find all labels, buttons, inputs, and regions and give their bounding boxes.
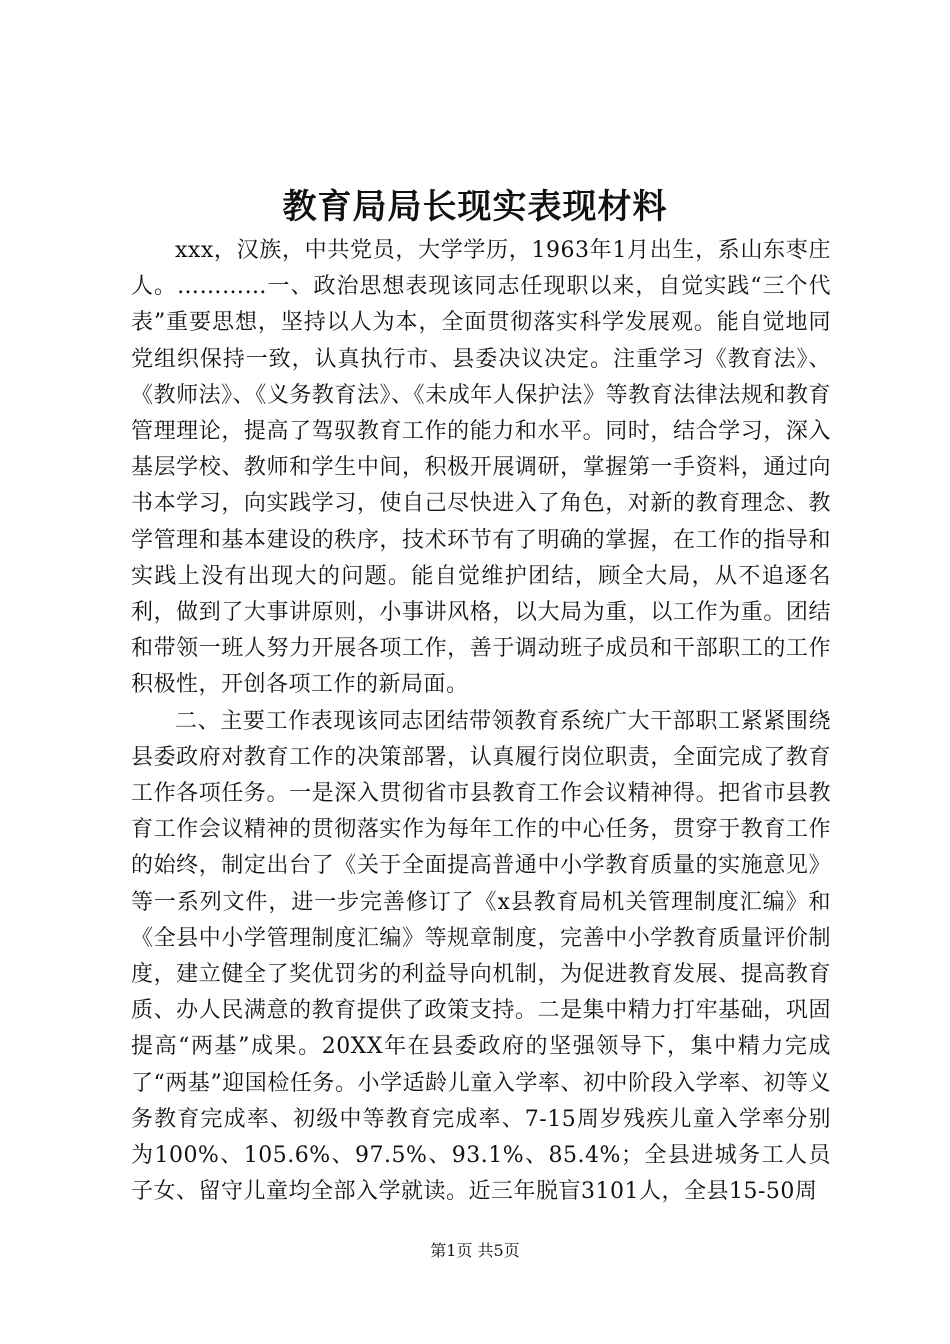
page-footer: 第1页 共5页: [430, 1241, 520, 1260]
paragraph-2: 二、主要工作表现该同志团结带领教育系统广大干部职工紧紧围绕县委政府对教育工作的决策部署，认真履行岗位职责，全面完成了教育工作各项任务。一是深入贯彻省市县教育工作会议精神得。把省市县教育工作会议精神的贯彻落实作为每年工作的中心任务，贯穿于教育工作的始终，制定出台了《关于全面提高普通中小学教育质量的实施意见》等一系列文件，进一步完善修订了《x县教育局机关管理制度汇编》和《全县中小学管理制度汇编》等规章制度，完善中小学教育质量评价制度，建立健全了奖优罚劣的利益导向机制，为促进教育发展、提高教育质、办人民满意的教育提供了政策支持。二是集中精力打牢基础，巩固提高“两基”成果。20XX年在县委政府的坚强领导下，集中精力完成了“两基”迎国检任务。小学适龄儿童入学率、初中阶段入学率、初等义务教育完成率、初级中等教育完成率、7-15周岁残疾儿童入学率分别为100%、105.6%、97.5%、93.1%、85.4%；全县进城务工人员子女、留守儿童均全部入学就读。近三年脱盲3101人，全县15-50周: [131, 708, 831, 1205]
document-title: 教育局局长现实表现材料: [282, 187, 668, 227]
paragraph-1: xxx，汉族，中共党员，大学学历，1963年1月出生，系山东枣庄人。…………一、政治思想表现该同志任现职以来，自觉实践“三个代表”重要思想，坚持以人为本，全面贯彻落实科学发展观。能自觉地同党组织保持一致，认真执行市、县委决议决定。注重学习《教育法》、《教师法》、《义务教育法》、《未成年人保护法》等教育法律法规和教育管理理论，提高了驾驭教育工作的能力和水平。同时，结合学习，深入基层学校、教师和学生中间，积极开展调研，掌握第一手资料，通过向书本学习，向实践学习，使自己尽快进入了角色，对新的教育理念、教学管理和基本建设的秩序，技术环节有了明确的掌握，在工作的指导和实践上没有出现大的问题。能自觉维护团结，顾全大局，从不追逐名利，做到了大事讲原则，小事讲风格，以大局为重，以工作为重。团结和带领一班人努力开展各项工作，善于调动班子成员和干部职工的工作积极性，开创各项工作的新局面。: [131, 238, 831, 698]
document-body: [131, 233, 831, 1210]
